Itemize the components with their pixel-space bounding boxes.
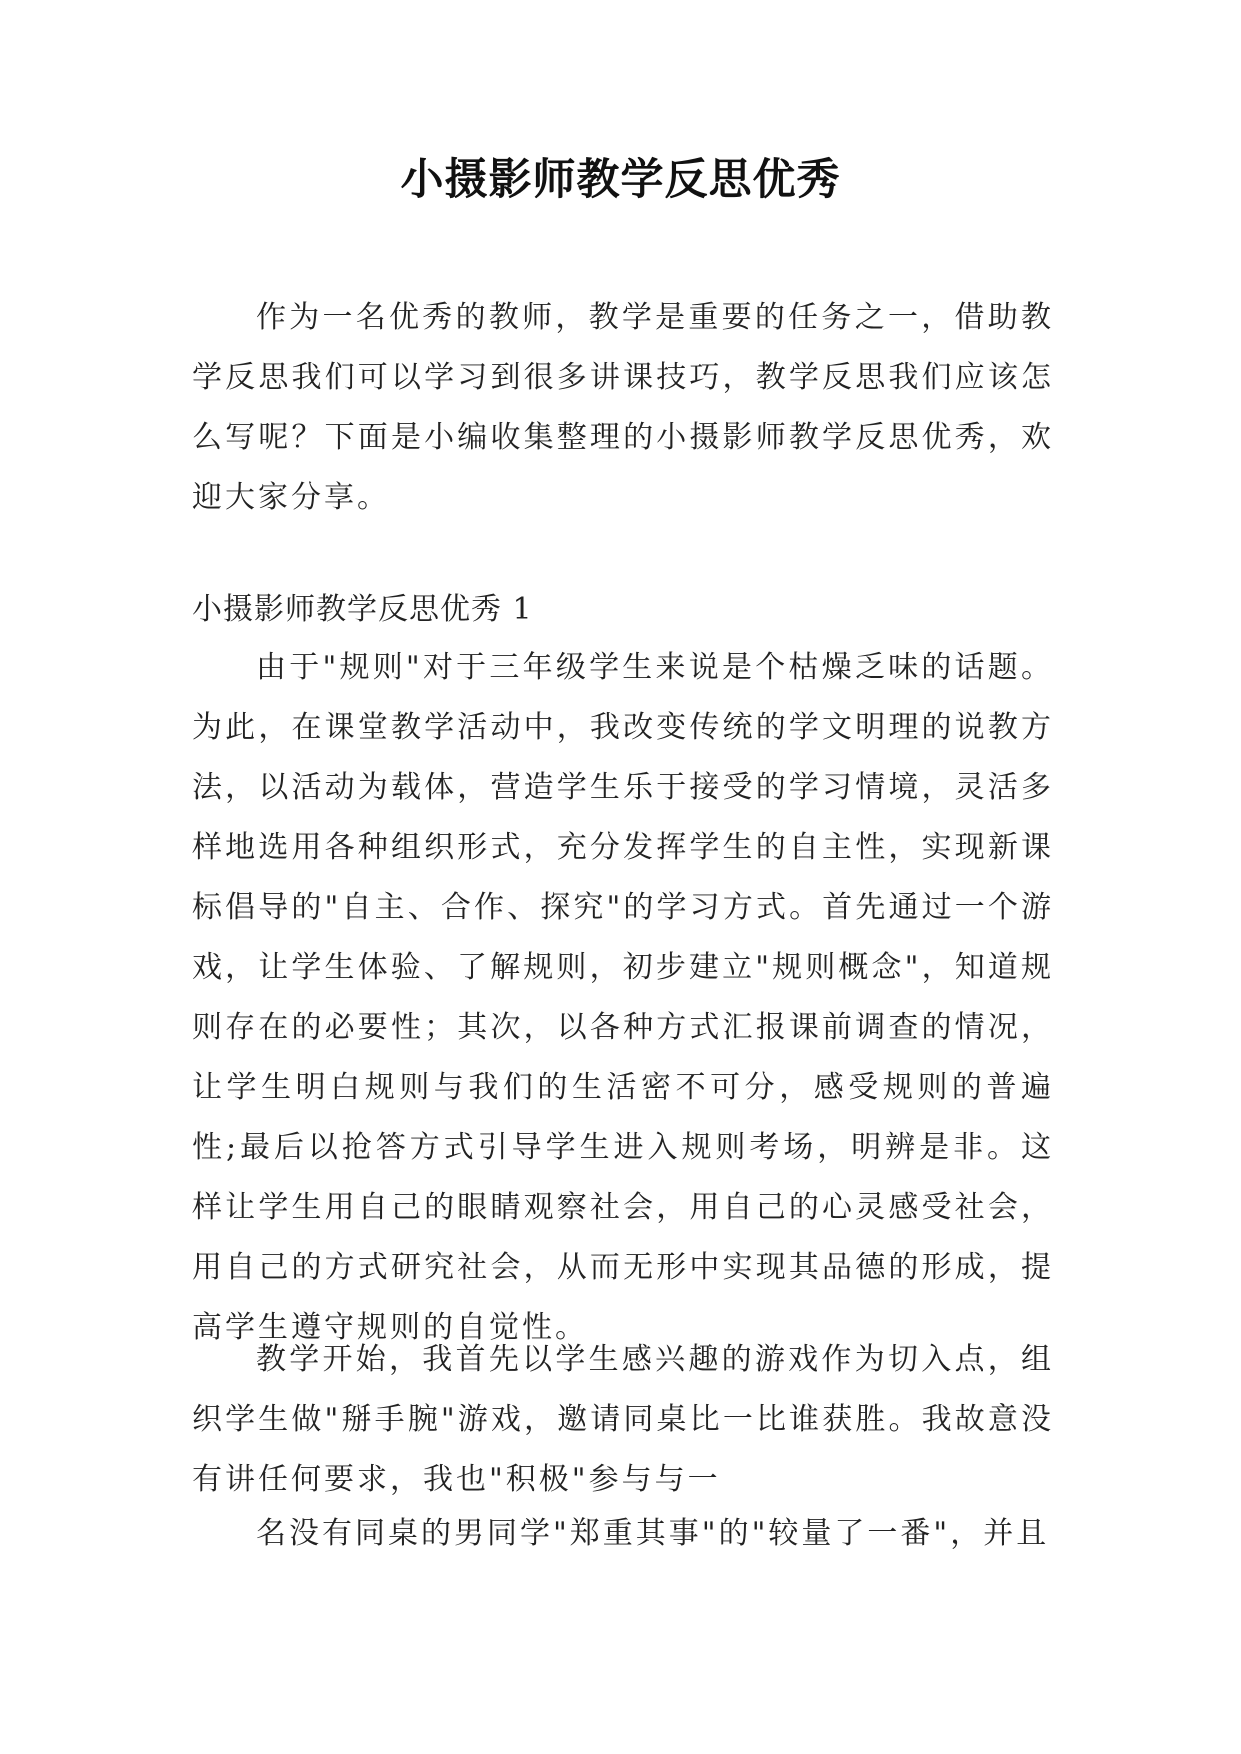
section-heading: 小摄影师教学反思优秀 1 xyxy=(192,592,533,627)
body-paragraph: 由于"规则"对于三年级学生来说是个枯燥乏味的话题。为此，在课堂教学活动中，我改变传统的学文明理的说教方法，以活动为载体，营造学生乐于接受的学习情境，灵活多样地选用各种组织形式，充分发挥学生的自主性，实现新课标倡导的"自主、合作、探究"的学习方式。首先通过一个游戏，让学生体验、了解规则，初步建立"规则概念"，知道规则存在的必要性；其次，以各种方式汇报课前调查的情况，让学生明白规则与我们的生活密不可分，感受规则的普遍性;最后以抢答方式引导学生进入规则考场，明辨是非。这样让学生用自己的眼睛观察社会，用自己的心灵感受社会，用自己的方式研究社会，从而无形中实现其品德的形成，提高学生遵守规则的自觉性。 xyxy=(192,650,1054,1345)
document-title: 小摄影师教学反思优秀 xyxy=(400,155,841,205)
body-paragraph: 教学开始，我首先以学生感兴趣的游戏作为切入点，组织学生做"掰手腕"游戏，邀请同桌比一比谁获胜。我故意没有讲任何要求，我也"积极"参与与一 xyxy=(192,1342,1054,1497)
intro-paragraph: 作为一名优秀的教师，教学是重要的任务之一，借助教学反思我们可以学习到很多讲课技巧，教学反思我们应该怎么写呢？下面是小编收集整理的小摄影师教学反思优秀，欢迎大家分享。 xyxy=(192,300,1054,515)
body-paragraph: 名没有同桌的男同学"郑重其事"的"较量了一番"，并且 xyxy=(256,1516,1050,1551)
